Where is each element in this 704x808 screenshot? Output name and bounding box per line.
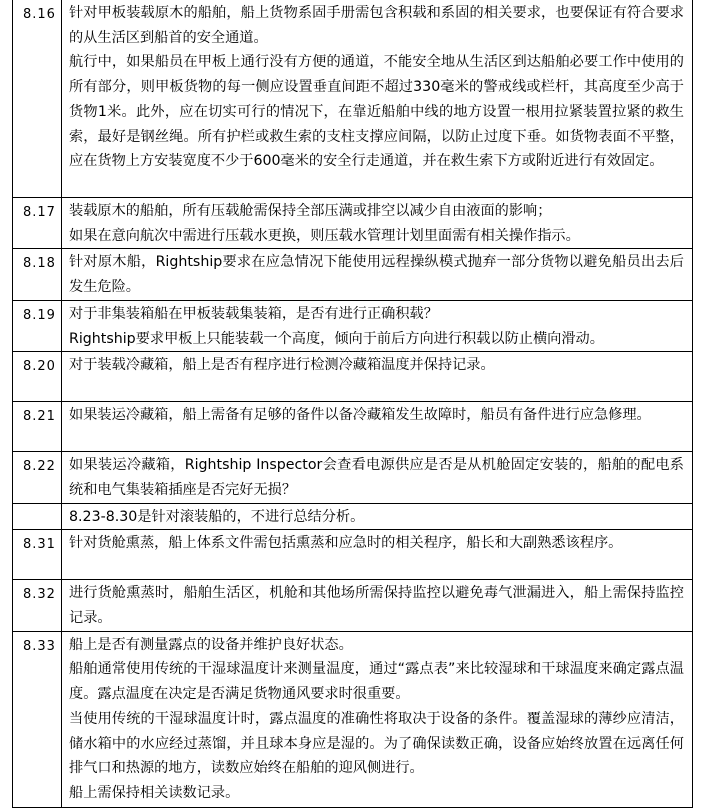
- row-content: [62, 300, 693, 351]
- row-number: 8.16: [13, 0, 62, 198]
- table-row: [13, 631, 693, 807]
- paragraph: 对于非集装箱船在甲板装载集装箱，是否有进行正确积载？: [69, 305, 438, 322]
- paragraph: 如果在意向航次中需进行压载水更换，则压载水管理计划里面需有相关操作指示。: [69, 227, 580, 244]
- row-content: [62, 503, 693, 530]
- table-row: [13, 452, 693, 503]
- table-row: [13, 249, 693, 300]
- row-content: [62, 530, 693, 580]
- paragraph: 船舶通常使用传统的干湿球温度计来测量温度，通过“露点表”来比较湿球和干球温度来确定露点温度。露点温度在决定是否满足货物通风要求时很重要。: [69, 661, 684, 703]
- paragraph: 当使用传统的干湿球温度计时，露点温度的准确性将取决于设备的条件。覆盖湿球的薄纱应清洁，储水箱中的水应经过蒸馏，并且球本身应是湿的。为了确保读数正确，设备应始终放置在远离任何排气口和热源的地方，读数应始终在船舶的迎风侧进行。: [69, 710, 684, 777]
- row-number: [13, 503, 62, 530]
- table-row: [13, 402, 693, 452]
- row-number: 8.22: [13, 452, 62, 503]
- row-content: [62, 0, 693, 198]
- row-content: [62, 198, 693, 249]
- paragraph: Rightship要求甲板上只能装载一个高度，倾向于前后方向进行积载以防止横向滑动。: [69, 330, 604, 347]
- paragraph: 如果装运冷藏箱，Rightship Inspector会查看电源供应是否是从机舱固定安装的，船舶的配电系统和电气集装箱插座是否完好无损？: [69, 457, 684, 498]
- table-row: [13, 300, 693, 351]
- content-table: [12, 0, 693, 808]
- table-row: [13, 352, 693, 402]
- paragraph: 如果装运冷藏箱，船上需备有足够的备件以备冷藏箱发生故障时，船员有备件进行应急修理。: [69, 407, 651, 424]
- paragraph: 对于装载冷藏箱，船上是否有程序进行检测冷藏箱温度并保持记录。: [69, 357, 495, 374]
- row-content: [62, 452, 693, 503]
- row-number: 8.33: [13, 631, 62, 807]
- row-number: 8.17: [13, 198, 62, 249]
- row-number: 8.18: [13, 249, 62, 300]
- paragraph: 针对货舱熏蒸，船上体系文件需包括熏蒸和应急时的相关程序，船长和大副熟悉该程序。: [69, 535, 623, 552]
- row-content: [62, 352, 693, 402]
- paragraph: 航行中，如果船员在甲板上通行没有方便的通道，不能安全地从生活区到达船舶必要工作中使用的所有部分，则甲板货物的每一侧应设置垂直间距不超过330毫米的警戒线或栏杆，其高度至少高于货物1米。此外，应在切实可行的情况下，在靠近船舶中线的地方设置一根用拉紧装置拉紧的救生索，最好是钢丝绳。所有护栏或救生索的支柱支撑应间隔，以防止过度下垂。如货物表面不平整，应在货物上方安装宽度不少于600毫米的安全行走通道，并在救生索下方或附近进行有效固定。: [69, 54, 684, 170]
- paragraph: 针对甲板装载原木的船舶，船上货物系固手册需包含积载和系固的相关要求，也要保证有符合要求的从生活区到船首的安全通道。: [69, 5, 684, 46]
- row-number: 8.21: [13, 402, 62, 452]
- paragraph: 船上是否有测量露点的设备并维护良好状态。: [69, 636, 353, 653]
- row-number: 8.20: [13, 352, 62, 402]
- paragraph: 船上需保持相关读数记录。: [69, 784, 240, 801]
- row-content: [62, 249, 693, 300]
- table-row: [13, 530, 693, 580]
- table-row: [13, 0, 693, 198]
- row-number: 8.31: [13, 530, 62, 580]
- row-number: 8.19: [13, 300, 62, 351]
- table-row: [13, 503, 693, 530]
- paragraph: 针对原木船，Rightship要求在应急情况下能使用远程操纵模式抛弃一部分货物以避免船员出去后发生危险。: [69, 254, 684, 296]
- paragraph: 进行货舱熏蒸时，船舶生活区，机舱和其他场所需保持监控以避免毒气泄漏进入，船上需保持监控记录。: [69, 585, 684, 627]
- paragraph: 8.23-8.30是针对滚装船的，不进行总结分析。: [69, 508, 365, 525]
- row-number: 8.32: [13, 580, 62, 631]
- row-content: [62, 580, 693, 631]
- row-content: [62, 631, 693, 807]
- paragraph: 装载原木的船舶，所有压载舱需保持全部压满或排空以减少自由液面的影响；: [69, 203, 552, 219]
- row-content: [62, 402, 693, 452]
- table-row: [13, 580, 693, 631]
- table-row: [13, 198, 693, 249]
